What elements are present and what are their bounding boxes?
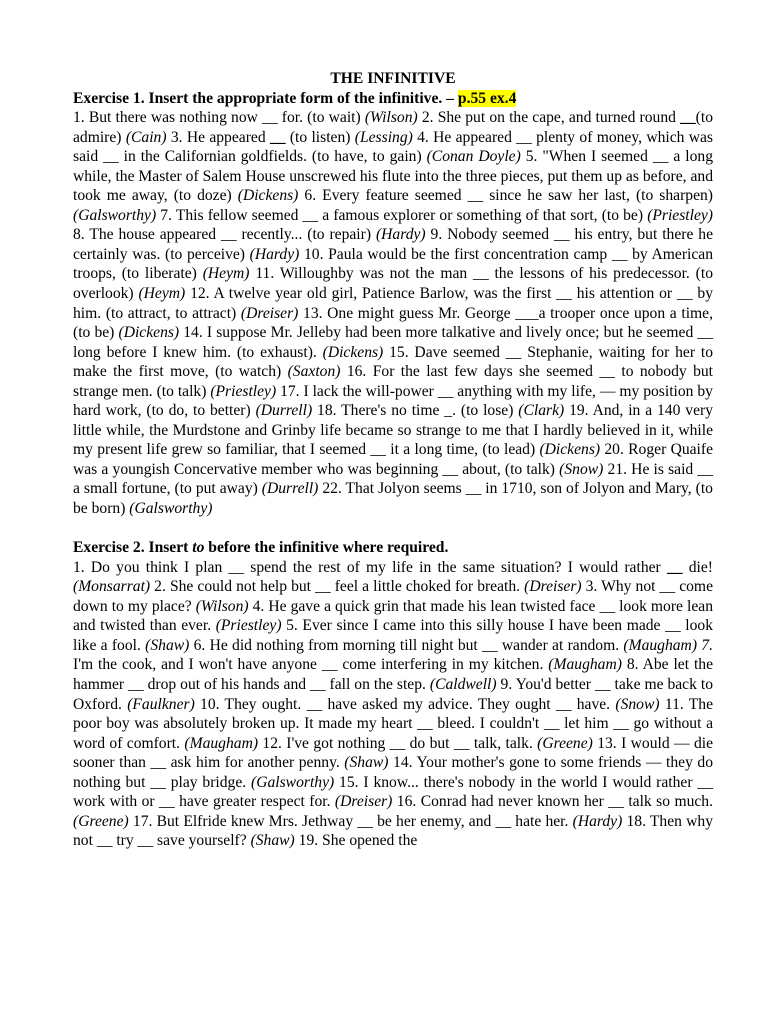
exercise-text-segment: 13. I would — die sooner than __ ask him for another penny. [73,734,713,772]
author-reference: (Dickens) [237,187,299,205]
exercise-text-segment: 17. But Elfride knew Mrs. Jethway __ be her enemy, and __ hate her. [128,812,573,830]
author-reference: (Dickens) [322,343,384,361]
exercise-text-segment: 18. There's no time _. (to lose) [312,402,519,420]
exercise-text-segment: 15. I know... there's nobody in the world I would rather __ work with or __ have greater respect for. [73,773,713,811]
exercise-text-segment: 17. I lack the will-power __ anything with my life, — my position by hard work, (to do, to better) [73,382,713,420]
author-reference: (Dreiser) [334,793,393,811]
author-reference: (Maugham) [184,734,259,752]
author-reference: (Dreiser) [240,304,299,322]
author-reference: (Clark) [518,402,565,420]
author-reference: (Faulkner) [127,695,195,713]
author-reference: (Shaw) [344,754,389,772]
author-reference: (Maugham) 7. [623,636,713,654]
author-reference: (Dreiser) [524,578,582,596]
answer-blank: __ [680,109,696,127]
author-reference: (Hardy) [572,812,623,830]
author-reference: (Heym) [138,285,186,303]
author-reference: (Dickens) [118,324,180,342]
exercise-text-segment: 5. "When I seemed __ a long while, the Master of Salem House unscrewed his flute into the three pieces, put them up as before, and took me away, (to doze) [73,148,713,205]
author-reference: (Snow) [615,695,660,713]
exercise-text-segment: (to listen) [285,128,355,146]
exercise-text-segment: 18. Then why not __ try __ save yourself? [73,812,713,850]
author-reference: (Galsworthy) [73,206,157,224]
exercise-2-heading-text-a: Exercise 2. Insert [73,539,193,557]
exercise-text-segment: 2. She put on the cape, and turned round [417,109,681,127]
exercise-text-segment: 4. He gave a quick grin that made his lean twisted face __ look more lean and twisted than ever. [73,597,713,635]
exercise-text-segment: 22. That Jolyon seems __ in 1710, son of Jolyon and Mary, (to be born) [73,480,713,518]
author-reference: (Shaw) [250,832,295,850]
exercise-text-segment: 11. Willoughby was not the man __ the lessons of his predecessor. (to overlook) [73,265,713,303]
exercise-text-segment: 5. Ever since I came into this silly house I have been made __ look like a fool. [73,617,714,654]
exercise-text-segment: 11. The poor boy was absolutely broken up. It made my heart __ bleed. I couldn't __ let him __ go without a word of comfort. [73,695,714,752]
exercise-1-heading-text: Exercise 1. Insert the appropriate form of the infinitive. – [73,89,458,107]
exercise-text-segment: die! [682,558,713,576]
author-reference: (Priestley) [215,617,282,635]
author-reference: (Durrell) [255,402,313,420]
author-reference: (Maugham) [548,656,622,674]
author-reference: (Cain) [125,128,167,146]
author-reference: (Shaw) [145,636,190,654]
author-reference: (Lessing) [354,128,413,146]
author-reference: (Galsworthy) [251,773,335,791]
author-reference: (Hardy) [375,226,426,244]
exercise-text-segment: 16. For the last few days she seemed __ to nobody but strange men. (to talk) [73,363,713,400]
author-reference: (Priestley) [647,206,713,224]
exercise-2-heading-to: to [192,539,205,557]
exercise-text-segment: 20. Roger Quaife was a youngish Concervative member who was beginning __ about, (to talk) [73,441,713,478]
exercise-text-segment: 3. He appeared [166,128,270,146]
exercise-text-segment: 1. But there was nothing now __ for. (to wait) [73,109,365,127]
exercise-text-segment: 6. Every feature seemed __ since he saw her last, (to sharpen) [298,187,713,205]
exercise-text-segment: 9. You'd better __ take me back to Oxford. [73,675,713,713]
exercise-text-segment: 6. He did nothing from morning till night but __ wander at random. [189,636,624,654]
exercise-text-segment: 10. Paula would be the first concentration camp __ by American troops, (to liberate) [73,245,713,283]
exercise-text-segment: 2. She could not help but __ feel a little choked for breath. [150,578,525,596]
exercise-text-segment: (to admire) [73,109,713,146]
exercise-text-segment: 14. Your mother's gone to some friends — they do nothing but __ play bridge. [73,754,713,791]
author-reference: (Greene) [537,734,593,752]
answer-blank: __ [666,558,683,576]
exercise-text-segment: 14. I suppose Mr. Jelleby had been more talkative and lively once; but he seemed __ long before I knew him. (to exhaust). [73,324,714,361]
exercise-text-segment: 13. One might guess Mr. George ___a trooper once upon a time, (to be) [73,304,713,342]
author-reference: (Caldwell) [429,675,497,693]
exercise-1-text [73,108,713,518]
exercise-text-segment: 19. She opened the [294,832,418,850]
page-reference-highlight: p.55 ex.4 [457,89,517,107]
exercise-2-heading [73,538,713,558]
answer-blank: __ [269,128,286,146]
exercise-text-segment: 7. This fellow seemed __ a famous explorer or something of that sort, (to be) [156,206,648,224]
author-reference: (Priestley) [210,382,277,400]
exercise-text-segment: 3. Why not __ come down to my place? [73,578,713,615]
author-reference: (Snow) [559,460,604,478]
page-title: THE INFINITIVE [330,70,456,87]
exercise-text-segment: 8. Abe let the hammer __ drop out of his hands and __ fall on the step. [73,656,714,693]
exercise-text-segment: I'm the cook, and I won't have anyone __ come interfering in my kitchen. [73,656,549,674]
author-reference: (Saxton) [287,363,341,381]
exercise-text-segment: 10. They ought. __ have asked my advice. They ought __ have. [194,695,616,713]
exercise-text-segment: 16. Conrad had never known her __ talk so much. [392,793,713,811]
author-reference: (Conan Doyle) [426,148,521,166]
author-reference: (Heym) [202,265,250,283]
exercise-text-segment: 12. A twelve year old girl, Patience Barlow, was the first __ his attention or __ by him. (to attract, to attract) [73,285,713,322]
paragraph-gap [73,519,713,539]
exercise-1-heading [73,89,713,109]
author-reference: (Monsarrat) [73,578,151,596]
exercise-text-segment: 19. And, in a 140 very little while, the Murdstone and Grinby life became so strange to me that I hardly believed in it, while my present life grew so familiar, that I seemed __ it a long time, (to lead) [73,402,713,459]
document-page [73,69,713,851]
exercise-text-segment: 21. He is said __ a small fortune, (to put away) [73,460,713,498]
exercise-text-segment: 1. Do you think I plan __ spend the rest of my life in the same situation? I would rather [73,558,667,576]
author-reference: (Durrell) [261,480,319,498]
exercise-text-segment: 15. Dave seemed __ Stephanie, waiting for her to make the first move, (to watch) [73,343,713,381]
exercise-text-segment: 8. The house appeared __ recently... (to repair) [73,226,376,244]
author-reference: (Greene) [73,812,129,830]
author-reference: (Hardy) [249,245,300,263]
exercise-text-segment: 12. I've got nothing __ do but __ talk, talk. [258,734,538,752]
author-reference: (Wilson) [364,109,418,127]
author-reference: (Wilson) [195,597,249,615]
author-reference: (Galsworthy) [129,500,213,518]
exercise-2-heading-text-b: before the infinitive where required. [204,539,449,557]
exercise-text-segment: 4. He appeared __ plenty of money, which was said __ in the Californian goldfields. (to have, to gain) [73,128,714,166]
author-reference: (Dickens) [539,441,601,459]
exercise-2-text [73,558,713,851]
exercise-text-segment: 9. Nobody seemed __ his entry, but there he certainly was. (to perceive) [73,226,714,263]
